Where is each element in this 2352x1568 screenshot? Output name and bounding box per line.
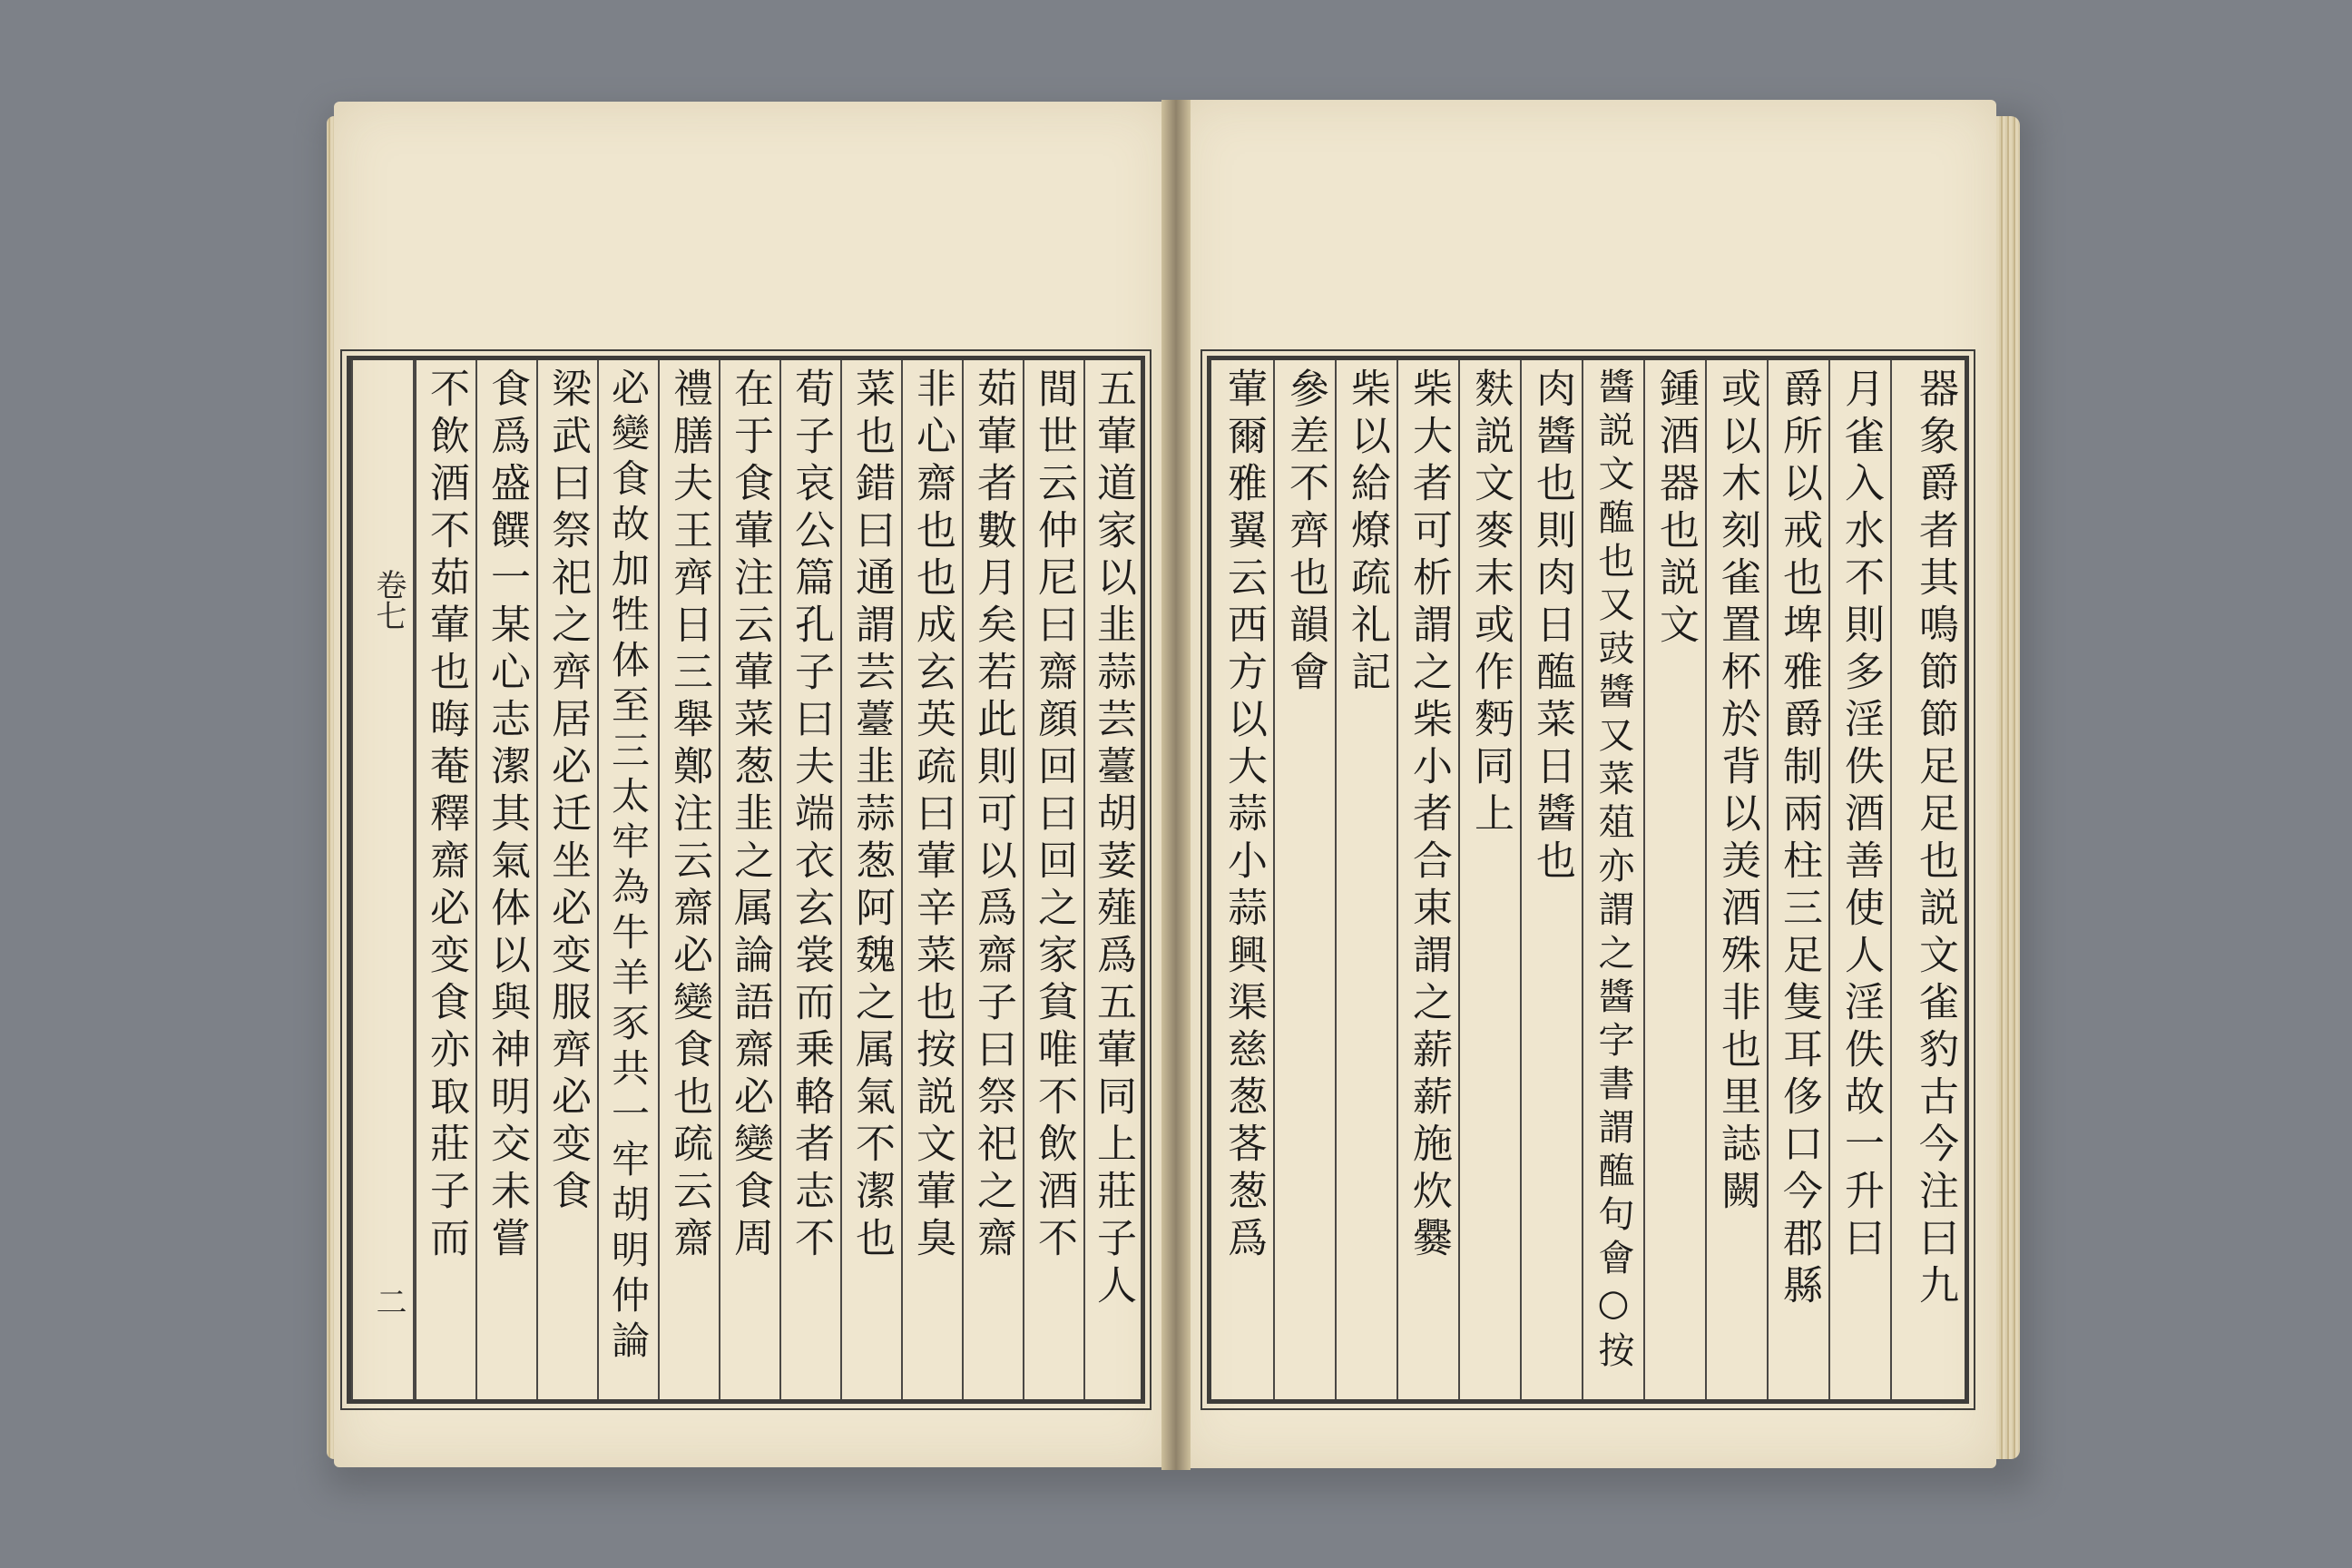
text-column — [1458, 360, 1520, 1399]
chapter-label: 卷七 — [370, 569, 407, 631]
column-text: 醬説文醢也又豉醬又菜葅亦謂之醬字書謂醢句會○按 — [1592, 368, 1634, 1375]
text-column — [1023, 360, 1083, 1399]
column-text: 不飲酒不茹葷也晦菴釋齋必变食亦取莊子而 — [423, 368, 469, 1264]
text-column — [1643, 360, 1705, 1399]
column-text: 茹葷者數月矣若此則可以爲齋子曰祭祀之齋 — [970, 368, 1016, 1264]
column-text: 或以木刻雀置杯於背以羙酒殊非也里誌闕 — [1714, 368, 1760, 1217]
text-column — [1705, 360, 1767, 1399]
left-margin-strip — [351, 360, 415, 1399]
column-text: 柴大者可析謂之柴小者合束謂之薪薪施炊爨 — [1406, 368, 1452, 1264]
text-column — [1083, 360, 1141, 1399]
text-column — [1335, 360, 1396, 1399]
column-text: 必變食故加牲体至三太牢為牛羊豕共一牢胡明仲論 — [606, 368, 651, 1366]
column-text: 在于食葷注云葷菜葱韭之属論語齋必變食周 — [727, 368, 773, 1264]
text-column — [719, 360, 779, 1399]
text-column — [597, 360, 658, 1399]
text-column — [1767, 360, 1828, 1399]
text-column — [1520, 360, 1582, 1399]
left-page-text-frame — [347, 356, 1145, 1404]
text-column — [901, 360, 962, 1399]
column-text: 器象爵者其鳴節節足足也説文雀豹古今注曰九 — [1912, 368, 1958, 1311]
column-text: 菜也錯曰通謂芸薹韭蒜葱阿魏之属氣不潔也 — [848, 368, 895, 1264]
text-column — [962, 360, 1023, 1399]
column-text: 荀子哀公篇孔子曰夫端衣玄裳而乗輅者志不 — [788, 368, 834, 1264]
right-page-text-frame — [1207, 356, 1969, 1404]
column-text: 肉醬也則肉日醢菜日醬也 — [1529, 368, 1575, 887]
column-text: 食爲盛饌一某心志潔其氣体以與神明交未嘗 — [484, 368, 530, 1264]
text-column — [779, 360, 840, 1399]
column-text: 柴以給燎疏礼記 — [1344, 368, 1390, 698]
column-text: 葷爾雅翼云西方以大蒜小蒜興渠慈葱茖葱爲 — [1220, 368, 1267, 1264]
column-text: 五葷道家以韭蒜芸薹胡荽薤爲五葷同上莊子人 — [1090, 368, 1136, 1311]
column-text: 非心齋也也成玄英疏曰葷辛菜也按説文葷臭 — [909, 368, 956, 1264]
column-text: 梁武曰祭祀之齊居必迁坐必变服齊必变食 — [544, 368, 591, 1217]
column-text: 麩説文麥末或作麪同上 — [1467, 368, 1514, 839]
text-column — [475, 360, 536, 1399]
book-gutter — [1161, 100, 1191, 1470]
text-column — [1582, 360, 1643, 1399]
folio-number: 二 — [370, 1286, 407, 1317]
text-column — [1273, 360, 1335, 1399]
text-column — [1890, 360, 1965, 1399]
text-column — [840, 360, 901, 1399]
text-column — [1396, 360, 1458, 1399]
column-text: 間世云仲尼曰齋顔回曰回之家貧唯不飲酒不 — [1031, 368, 1077, 1264]
column-text: 參差不齊也韻會 — [1282, 368, 1328, 698]
text-column — [415, 360, 475, 1399]
column-text: 爵所以戒也埤雅爵制兩柱三足隻耳侈口今郡縣 — [1776, 368, 1822, 1311]
text-column — [658, 360, 719, 1399]
text-column — [1211, 360, 1273, 1399]
column-text: 鍾酒器也説文 — [1652, 368, 1699, 651]
column-text: 禮膳夫王齊日三舉鄭注云齋必變食也疏云齋 — [666, 368, 712, 1264]
column-text: 月雀入水不則多淫佚酒善使人淫佚故一升曰 — [1838, 368, 1884, 1264]
text-column — [1828, 360, 1890, 1399]
text-column — [536, 360, 597, 1399]
